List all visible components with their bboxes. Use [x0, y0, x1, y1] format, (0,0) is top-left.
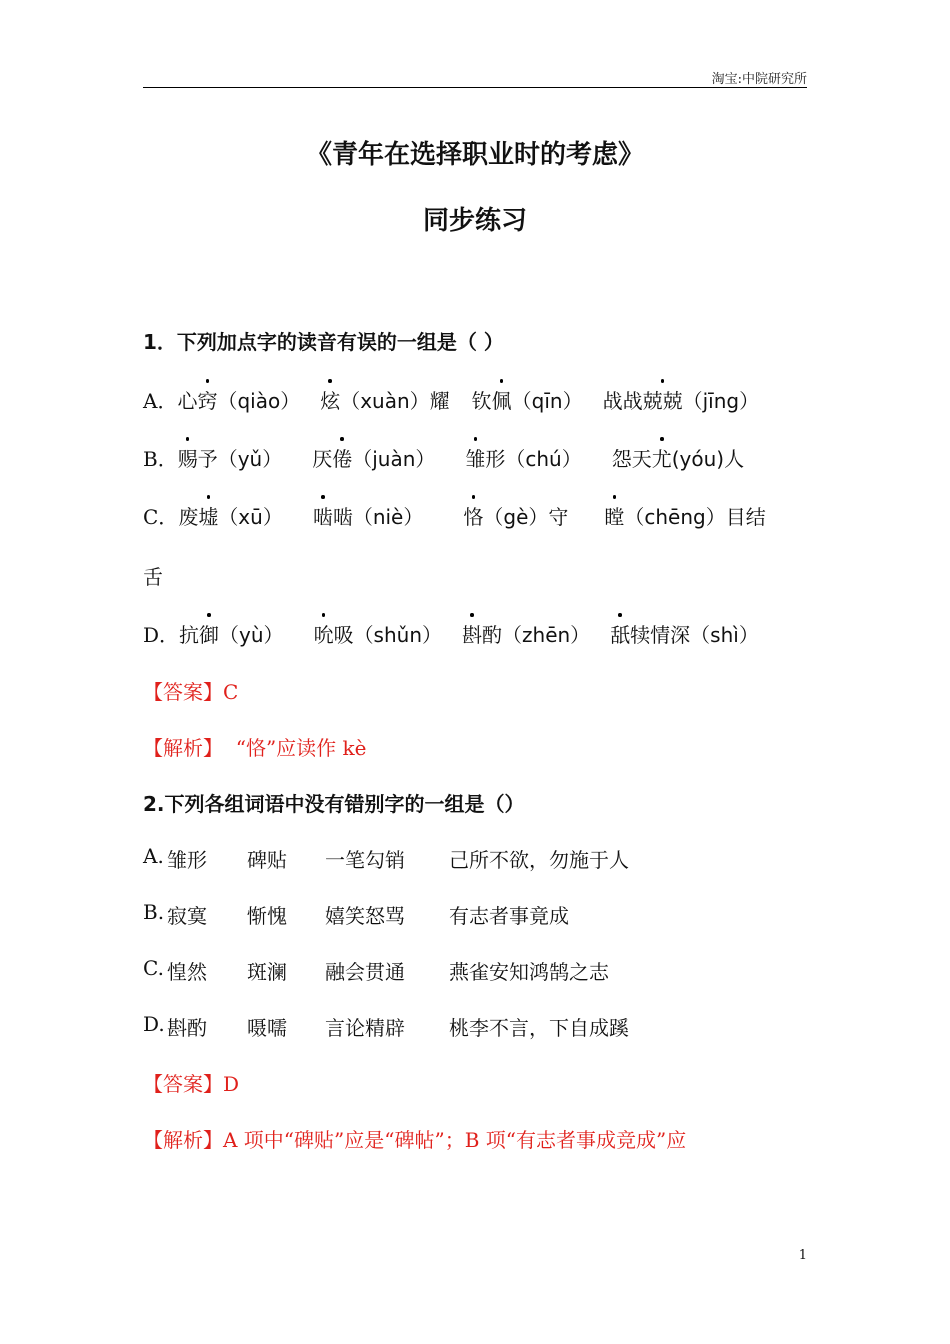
question-2-option-b: [143, 900, 823, 928]
item-text: 厌: [312, 447, 333, 471]
question-2-stem: 2.下列各组词语中没有错别字的一组是（）: [143, 792, 525, 816]
option-label: C.: [143, 956, 164, 980]
item-text: 废: [178, 505, 199, 529]
item-text: 钦: [471, 389, 492, 413]
answer-value: D: [223, 1072, 240, 1096]
option-word: 融会贯通: [325, 960, 405, 984]
option-word: 燕雀安知鸿鹄之志: [449, 960, 609, 984]
option-word: 碑贴: [247, 848, 287, 872]
item-text: 犊情深: [630, 623, 691, 647]
item-text: 耀: [429, 389, 450, 413]
dotted-char: 佩: [492, 385, 512, 414]
item-text: 人: [724, 447, 745, 471]
item-text: 予: [197, 447, 218, 471]
option-word: 言论精辟: [325, 1016, 405, 1040]
option-word: 惭愧: [247, 904, 287, 928]
item-text: 酌: [482, 623, 503, 647]
item-text: 怨天: [611, 447, 652, 471]
pinyin: （juàn）: [352, 447, 436, 471]
dotted-char: 倦: [332, 443, 352, 472]
question-1-option-a: [143, 385, 759, 414]
pinyin: （qīn）: [511, 389, 583, 413]
analysis-text: A 项中“碑贴”应是“碑帖”；B 项“有志者事成竞成”应: [223, 1128, 687, 1152]
analysis-text: “恪”应读作 kè: [235, 736, 367, 760]
dotted-char: 墟: [198, 501, 218, 530]
pinyin: （gè）: [483, 505, 549, 529]
option-word: 斟酌: [167, 1016, 207, 1040]
pinyin: （shì）: [690, 623, 759, 647]
item-text: 心: [177, 389, 198, 413]
question-1-option-c-wrap: 舌: [143, 565, 163, 589]
pinyin: （qiào）: [217, 389, 301, 413]
option-word: 寂寞: [167, 904, 207, 928]
item-text: 吸: [333, 623, 354, 647]
pinyin-item: [313, 501, 424, 530]
pinyin-item: [312, 443, 435, 472]
analysis-label: 【解析】: [143, 736, 223, 760]
pinyin-item: [603, 385, 759, 414]
page-title: 《青年在选择职业时的考虑》: [305, 140, 644, 170]
option-word: 有志者事竟成: [449, 904, 569, 928]
option-label: C．: [143, 505, 179, 529]
option-label: A.: [143, 844, 164, 868]
dotted-char: 瞠: [604, 501, 624, 530]
option-word: 己所不欲，勿施于人: [449, 848, 629, 872]
header-rule: [143, 87, 807, 88]
pinyin: （yǔ）: [217, 447, 283, 471]
option-word: 嬉笑怒骂: [325, 904, 405, 928]
pinyin-item: [179, 619, 284, 648]
option-word: 一笔勾销: [325, 848, 405, 872]
question-2-answer: [143, 1068, 239, 1097]
pinyin: (yóu): [671, 447, 725, 471]
answer-label: 【答案】: [143, 680, 223, 704]
dotted-char: 恪: [463, 501, 483, 530]
question-1-option-d: [143, 619, 759, 648]
option-label: D．: [143, 623, 180, 647]
option-label: B．: [143, 447, 178, 471]
question-2-option-d: [143, 1012, 823, 1040]
item-text: 啮: [332, 505, 353, 529]
pinyin: （xū）: [218, 505, 283, 529]
option-label: D.: [143, 1012, 165, 1036]
question-2-option-a: [143, 844, 823, 872]
option-label: B.: [143, 900, 165, 924]
header-text: 淘宝:中院研究所: [711, 72, 807, 87]
question-1-answer: [143, 676, 238, 705]
pinyin-item: [465, 443, 581, 472]
option-word: 斑澜: [247, 960, 287, 984]
pinyin-item: [177, 385, 300, 414]
pinyin-item: [314, 619, 442, 648]
pinyin: （zhēn）: [502, 623, 591, 647]
pinyin-item: [610, 619, 759, 648]
item-text: 形: [485, 447, 506, 471]
page-number: 1: [798, 1248, 807, 1263]
dotted-char: 雏: [465, 443, 485, 472]
dotted-char: 御: [199, 619, 219, 648]
pinyin: （yù）: [219, 623, 284, 647]
question-1-option-b: [143, 443, 744, 472]
option-label: A．: [143, 389, 178, 413]
pinyin-item: [462, 619, 590, 648]
answer-value: C: [223, 680, 239, 704]
item-text: 战战: [602, 389, 643, 413]
pinyin: （chú）: [505, 447, 582, 471]
dotted-char: 炫: [320, 385, 340, 414]
dotted-char: 舐: [610, 619, 630, 648]
pinyin: （jīng）: [682, 389, 760, 413]
pinyin: （xuàn）: [340, 389, 430, 413]
item-text: 抗: [179, 623, 200, 647]
pinyin-item: [320, 385, 449, 414]
option-word: 桃李不言，下自成蹊: [449, 1016, 629, 1040]
pinyin-item: [472, 385, 583, 414]
option-word: 雏形: [167, 848, 207, 872]
analysis-label: 【解析】: [143, 1128, 223, 1152]
pinyin: （niè）: [352, 505, 424, 529]
answer-label: 【答案】: [143, 1072, 223, 1096]
dotted-char: 赐: [178, 443, 198, 472]
question-1-analysis: [143, 732, 366, 761]
item-text: 守: [548, 505, 569, 529]
dotted-char: 窍: [197, 385, 217, 414]
pinyin-item: [178, 443, 283, 472]
dotted-char: 吮: [314, 619, 334, 648]
question-1-option-c: [143, 501, 766, 530]
question-1-stem: 1．下列加点字的读音有误的一组是（ ）: [143, 330, 504, 354]
pinyin: （shǔn）: [353, 623, 443, 647]
item-text: 目结: [725, 505, 766, 529]
question-2-option-c: [143, 956, 823, 984]
question-2-analysis: [143, 1124, 686, 1153]
option-word: 嗫嚅: [247, 1016, 287, 1040]
dotted-char: 斟: [462, 619, 482, 648]
dotted-char: 兢兢: [643, 385, 683, 414]
pinyin-item: [178, 501, 283, 530]
option-word: 惶然: [167, 960, 207, 984]
pinyin-item: [604, 501, 765, 530]
dotted-char: 尤: [652, 443, 672, 472]
pinyin: （chēng）: [624, 505, 726, 529]
dotted-char: 啮: [313, 501, 333, 530]
pinyin-item: [612, 443, 744, 472]
pinyin-item: [463, 501, 568, 530]
page-subtitle: 同步练习: [422, 206, 527, 236]
